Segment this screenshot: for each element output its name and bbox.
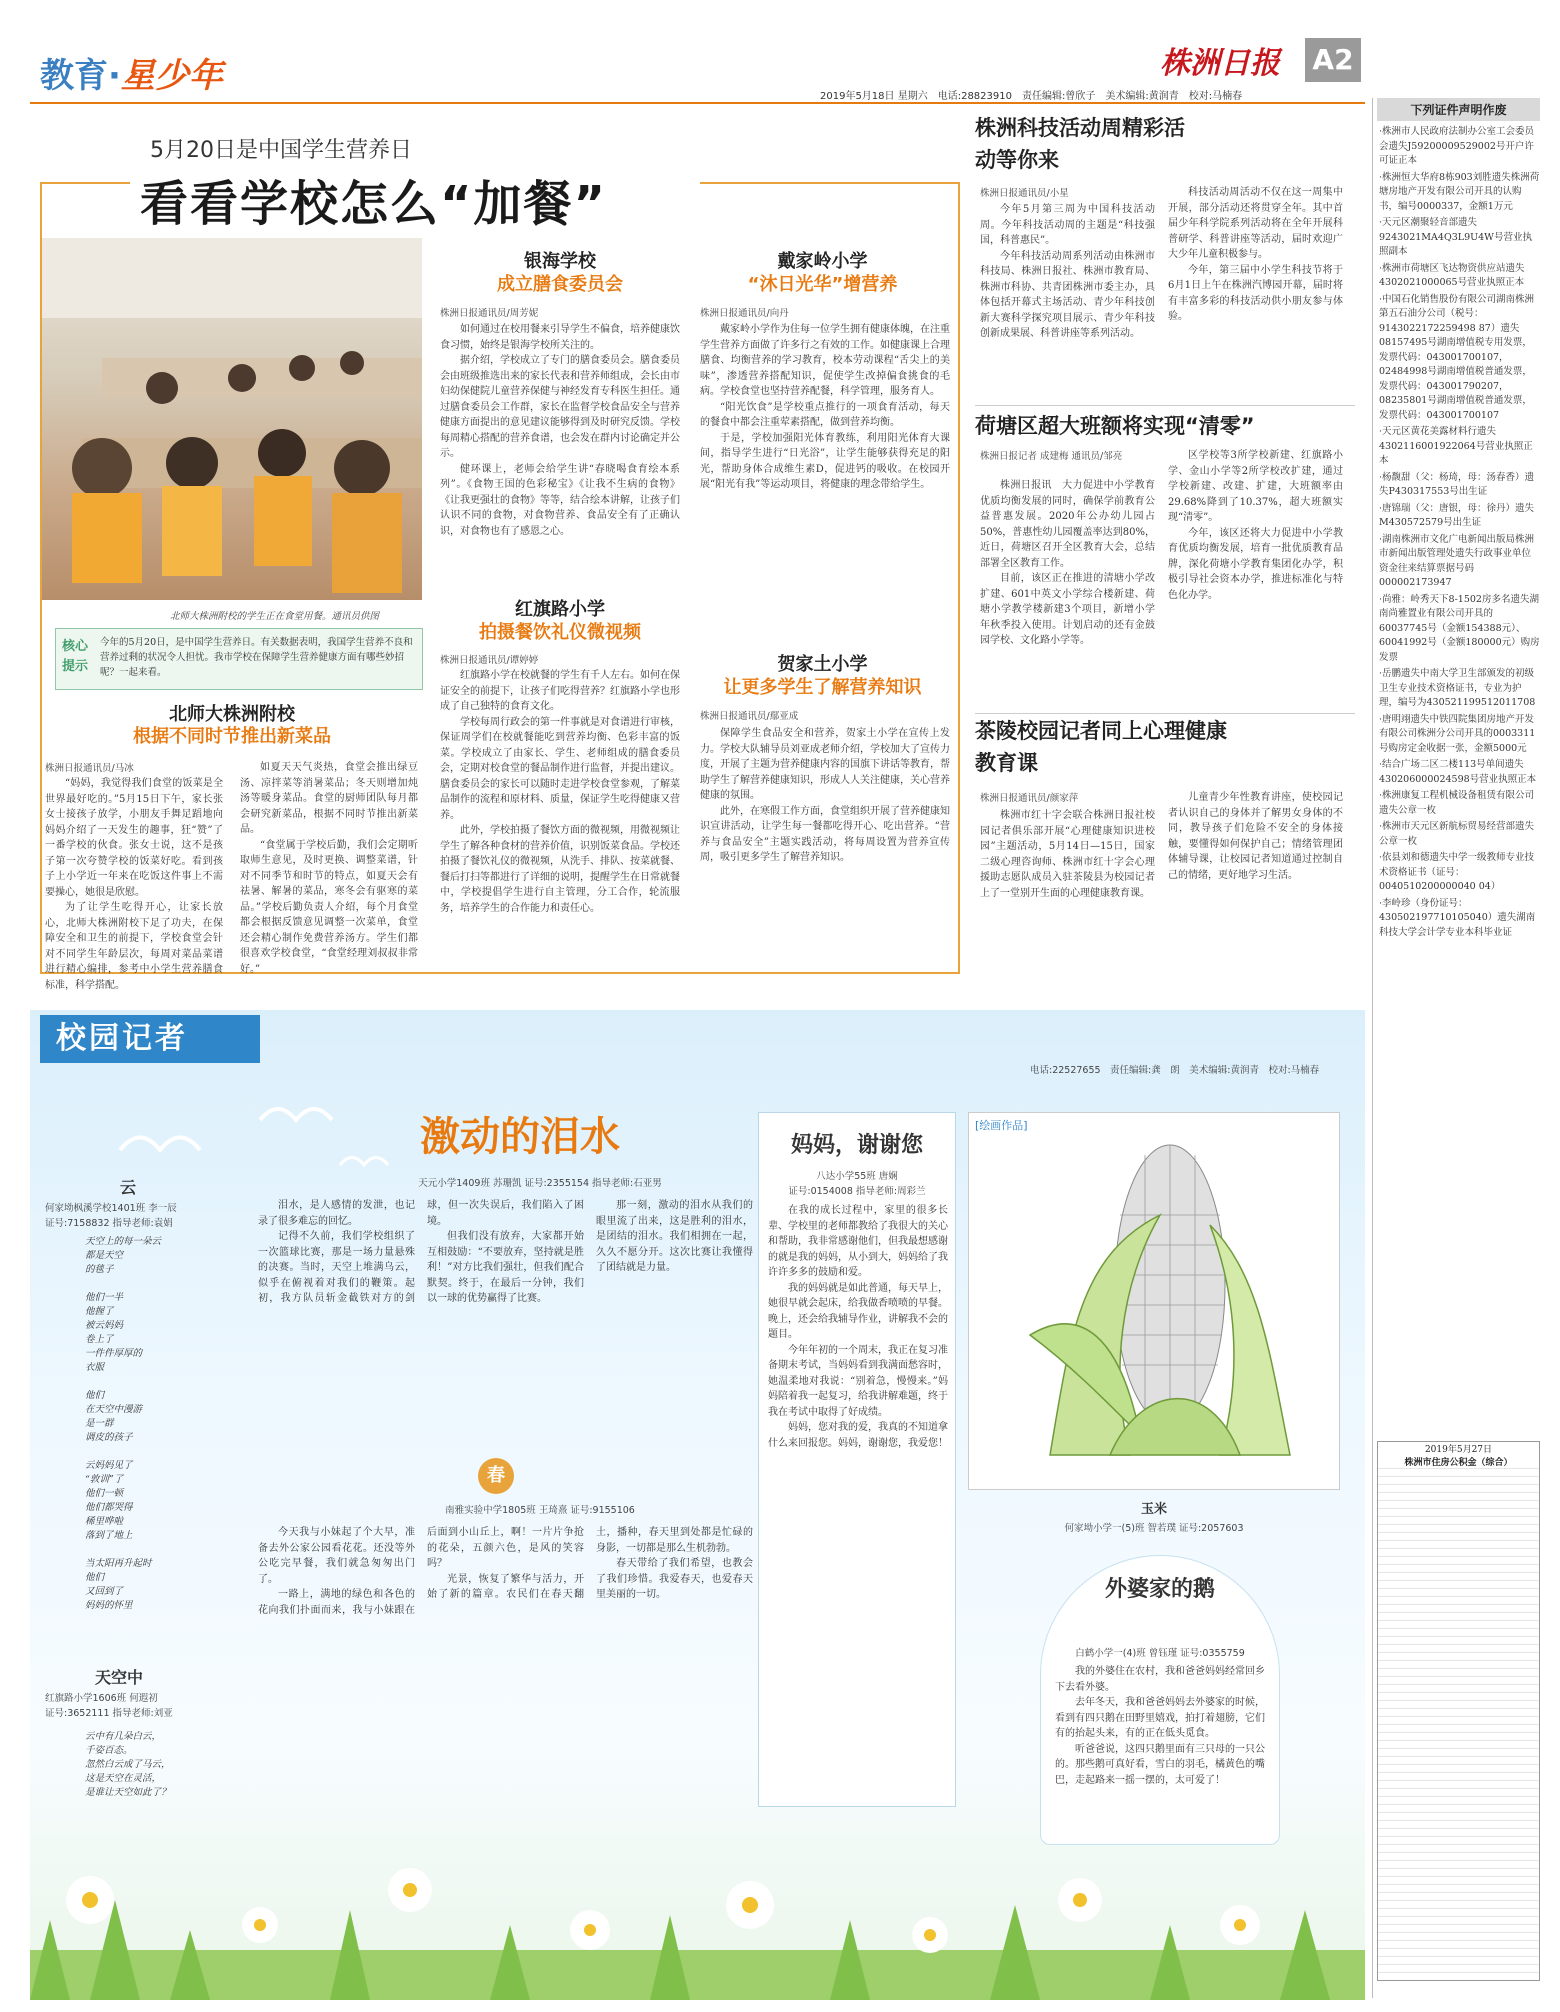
- painting-title: 玉米: [1140, 1502, 1167, 1517]
- essay-body-goose: [1055, 1664, 1265, 1839]
- poem-line: 在天空中漫游: [85, 1404, 143, 1415]
- notice-board: [1377, 1441, 1540, 1981]
- divider: [975, 405, 1355, 406]
- notice-item: ·湖南株洲市文化广电新闻出版局株洲市新闻出版管理处遗失行政事业单位资金往来结算票据号码000002173947: [1379, 533, 1535, 588]
- article-body-bsd-2: [240, 760, 418, 975]
- poem-line: 衣服: [85, 1362, 105, 1373]
- article-byline-hejiatu: 株洲日报通讯员/鄢亚成: [700, 711, 799, 722]
- paragraph: “阳光饮食”是学校重点推行的一项食育活动，每天的餐食中都会注重荤素搭配，做到营养均衡。: [700, 401, 950, 428]
- paragraph: 此外，学校拍摄了餐饮方面的微视频，用微视频让学生了解各种食材的营养价值，识别饭菜食品。学校还拍摄了餐饮礼仪的微视频，从洗手、排队、按菜就餐、餐后打扫等都进行了详细的说明，提醒学生在日常就餐中，学校提倡学生进行自主管理，分工合作，轮流服务，培养学生的合作能力和责任心。: [440, 825, 680, 914]
- core-note-text: 今年的5月20日，是中国学生营养日。有关数据表明，我国学生营养不良和营养过剩的状况令人担忧。我市学校在保障学生营养健康方面有哪些妙招呢？一起来看。: [100, 637, 413, 678]
- essay-title-tears: 激动的泪水: [420, 1114, 620, 1160]
- notice-item: ·株洲市天元区新航标贸易经营部遗失公章一枚: [1379, 821, 1535, 847]
- paragraph: “食堂属于学校后勤，我们会定期听取师生意见，及时更换、调整菜谱，针对不同季节和时节的特点，如夏天会有祛暑、解暑的菜品，寒冬会有驱寒的菜品。”学校后勤负责人介绍，每个月食堂都会根据反馈意见调整一次菜单，食堂还会精心制作免费营养汤方。学生们都很喜欢学校食堂，“食堂经理刘叔叔非常好。”: [240, 839, 418, 975]
- news-body-hetang-2: [1168, 448, 1343, 710]
- essay-title-mom: 妈妈，谢谢您: [790, 1133, 923, 1158]
- article-body-hejiatu: [700, 726, 950, 966]
- poem-line: 是一群: [85, 1418, 114, 1429]
- article-subtitle-hejiatu: 让更多学生了解营养知识: [723, 677, 922, 698]
- feature-title: 看看学校怎么“加餐”: [140, 176, 608, 232]
- paragraph: 听爸爸说，这四只鹅里面有三只母的一只公的。那些鹅可真好看，雪白的羽毛，橘黄色的嘴巴，走起路来一摇一摆的，太可爱了！: [1055, 1743, 1265, 1786]
- news-body-chaling: [980, 808, 1155, 968]
- paragraph: 光景，恢复了繁华与活力，开始了新的篇章。农民们在春天翻土，播种，春天里到处都是忙碌的身影，一切都是那么生机勃勃。: [427, 1527, 753, 1600]
- masthead: [0, 0, 1560, 110]
- essay-body-spring: [258, 1525, 753, 1805]
- poem-cert-yun: 证号:7158832 指导老师:袁娟: [45, 1218, 173, 1229]
- paragraph: 如何通过在校用餐来引导学生不偏食，培养健康饮食习惯，始终是银海学校所关注的。: [440, 324, 680, 351]
- article-subtitle-daijialing: “沐日光华”增营养: [747, 274, 898, 295]
- news-body-chaling-2: [1168, 790, 1343, 968]
- essay-author-mom: 八达小学55班 唐娴: [816, 1171, 898, 1182]
- poem-line: [85, 1543, 255, 1557]
- poem-line: [85, 1277, 255, 1291]
- notice-item: ·岳鹏遗失中南大学卫生部颁发的初级卫生专业技术资格证书，专业为护理，编号为430521199512011708: [1379, 668, 1536, 708]
- paragraph: 妈妈，您对我的爱，我真的不知道拿什么来回报您。妈妈，谢谢您，我爱您！: [768, 1422, 948, 1449]
- painting-author: 何家坳小学一(5)班 智若璞 证号:2057603: [1064, 1523, 1244, 1534]
- poem-line: 的毯子: [85, 1264, 114, 1275]
- poem-line: 都是天空: [85, 1250, 124, 1261]
- photo-caption: 北师大株洲附校的学生正在食堂用餐。通讯员供图: [170, 611, 380, 622]
- notice-list: [1379, 125, 1540, 1435]
- feature-kicker: 5月20日是中国学生营养日: [150, 138, 412, 163]
- poem-line: 是谁让天空如此了？: [85, 1787, 171, 1798]
- section-title: [40, 48, 223, 97]
- header-rule: [30, 102, 1365, 104]
- paragraph: 今年5月第三周为中国科技活动周。今年科技活动周的主题是“科技强国，科普惠民”。: [980, 204, 1155, 246]
- notice-item: ·唐明翊遗失中铁四院集团房地产开发有限公司株洲分公司开具的0003311号购房定金收据一张，金额5000元: [1379, 713, 1536, 754]
- notice-item: ·依县刘和德遗失中学一级教师专业技术资格证书（证号：0040510200000040 04）: [1379, 852, 1535, 892]
- news-title-chaling: 茶陵校园记者同上心理健康教育课: [975, 719, 1227, 775]
- paragraph: 保障学生食品安全和营养，贺家土小学在宣传上发力。学校大队辅导员刘亚成老师介绍，学校加大了宣传力度，开展了主题为营养健康内容的国旗下讲话等教育，帮助学生了解营养健康知识，形成人人关注健康，关心营养健康的氛围。: [700, 728, 950, 801]
- news-title-hetang: 荷塘区超大班额将实现“清零”: [975, 414, 1255, 438]
- paragraph: 儿童青少年性教育讲座，使校园记者认识自己的身体并了解男女身体的不同，教导孩子们危险不安全的身体接触，要懂得如何保护自己；情绪管理团体辅导课，让校园记者知道通过控制自己的情绪，更好地学习生活。: [1168, 792, 1343, 881]
- poem-line: 又回到了: [85, 1586, 124, 1597]
- poem-line: 忽然白云成了马云，: [85, 1759, 171, 1770]
- poem-line: 天空上的每一朵云: [85, 1236, 162, 1247]
- news-title-keji: 株洲科技活动周精彩活动等你来: [975, 116, 1185, 172]
- poem-lines-yun: [85, 1235, 255, 1613]
- paragraph: 一路上，满地的绿色和各色的花向我们扑面而来，我与小妹跟在后面到小山丘上，啊！一片片争抢的花朵，五颜六色，是风的笑容吗？: [258, 1527, 584, 1616]
- paragraph: 今年，该区还将大力促进中小学教育优质均衡发展，培育一批优质教育品牌，深化荷塘小学教育集团化办学，积极引导社会资本办学，推进标准化与特色化办学。: [1168, 527, 1343, 601]
- corn-drawing: [1010, 1135, 1310, 1465]
- notice-column: [1372, 98, 1540, 1998]
- notice-item: ·尚雅：岭秀天下8-1502房多名遗失湖南尚雅置业有限公司开具的60037745号（金额154388元）、60041992号（金额180000元）购房发票: [1379, 593, 1540, 663]
- essay-author-goose: 白鹤小学一(4)班 曾钰瑾 证号:0355759: [1075, 1648, 1245, 1659]
- poem-line: [85, 1375, 255, 1389]
- poem-title-yun: 云: [120, 1178, 137, 1197]
- article-school-hejiatu: 贺家土小学: [777, 654, 868, 675]
- article-school-yinhai: 银海学校: [524, 251, 596, 272]
- news-body-keji: [980, 202, 1155, 402]
- paragraph: 学校每周行政会的第一件事就是对食谱进行审核，保证周学们在校就餐能吃到营养均衡、色彩丰富的饭菜。学校成立了由家长、学生、老师组成的膳食委员会，定期对校食堂的餐品制作进行监督，并提出建议。膳食委员会的家长可以随时走进学校食堂参观，了解菜品制作的流程和原材料、质量，保证学生吃得健康又营养。: [440, 716, 680, 821]
- poem-line: 他们: [85, 1390, 105, 1401]
- paragraph: 据介绍，学校成立了专门的膳食委员会。膳食委员会由班级推选出来的家长代表和营养师组成，会长由市妇幼保健院儿童营养保健与神经发育专科医生担任。通过膳食委员会工作群，家长在监督学校食品安全与营养健康方面提出的意见建议能够得到及时研究反馈。学校每周精心搭配的营养食谱，也会发在群内讨论确定并公示。: [440, 355, 680, 459]
- paragraph: 科技活动周活动不仅在这一周集中开展，部分活动还将贯穿全年。其中首届少年科学院系列活动将在全年开展科普研学、科普讲座等活动，届时欢迎广大少年儿童积极参与。: [1168, 187, 1343, 260]
- paragraph: 健环课上，老师会给学生讲“春晓喝食育绘本系列”。《食物王国的色彩秘宝》《让我不生病的食物》《让我更强壮的食物》等等，结合绘本讲解，让孩子们认识不同的食物，对食物营养、食品安全有了正确认识，对食物也有了感恩之心。: [440, 463, 680, 537]
- notice-board-date: 2019年5月27日: [1378, 1442, 1539, 1455]
- poem-line: 一件件厚厚的: [85, 1348, 143, 1359]
- poem-author-yun: 何家坳枫溪学校1401班 李一辰: [45, 1203, 177, 1214]
- news-byline-keji: 株洲日报通讯员/小星: [980, 188, 1069, 199]
- article-school-daijialing: 戴家岭小学: [777, 251, 868, 272]
- notice-item: ·结合广场二区二楼113号单间遗失430206000024598号营业执照正本: [1379, 759, 1537, 785]
- article-body-hongqi: [440, 668, 680, 966]
- paragraph: 为了让学生吃得开心，让家长放心，北师大株洲附校下足了功夫，在保障安全和卫生的前提下，学校食堂会针对不同学生年龄层次，每周对菜品菜谱进行精心编排，参考中小学生营养膳食标准，科学搭配。: [45, 902, 223, 991]
- paragraph: 今年，第三届中小学生科技节将于6月1日上午在株洲汽博园开幕，届时将有丰富多彩的科技活动供小朋友参与体验。: [1168, 264, 1343, 322]
- poem-line: 他们一半: [85, 1292, 124, 1303]
- essay-title-goose: 外婆家的鹅: [1104, 1577, 1215, 1602]
- paragraph: 今年年初的一个周末，我正在复习准备期末考试，当妈妈看到我满面愁容时，她温柔地对我说：“别着急，慢慢来。”妈妈陪着我一起复习，给我讲解难题，终于我在考试中取得了好成绩。: [768, 1344, 948, 1418]
- paragraph: 今年科技活动周系列活动由株洲市科技局、株洲日报社、株洲市教育局、株洲市科协、共青团株洲市委主办，具体包括开幕式主场活动、青少年科技创新大赛科学探究项目展示、青少年科技创新成果展、科普讲座等系列活动。: [980, 250, 1155, 339]
- article-byline-bsd: 株洲日报通讯员/马冰: [45, 763, 134, 774]
- poem-line: 落到了地上: [85, 1530, 133, 1541]
- section-title-a: 教育·: [40, 56, 121, 96]
- article-body-yinhai: [440, 322, 680, 590]
- article-subtitle-yinhai: 成立膳食委员会: [497, 274, 623, 295]
- article-school-bsd: 北师大株洲附校: [169, 704, 295, 725]
- news-byline-chaling: 株洲日报通讯员/颜家萍: [980, 793, 1079, 804]
- article-subtitle-bsd: 根据不同时节推出新菜品: [133, 726, 331, 747]
- essay-author-tears: 天元小学1409班 苏珊凯 证号:2355154 指导老师:石亚男: [418, 1178, 662, 1189]
- feature-frame-top: [40, 182, 130, 184]
- paragraph: 在我的成长过程中，家里的很多长辈、学校里的老师都教给了我很大的关心和帮助，我非常感谢他们，但我最想感谢的就是我的妈妈，从小到大，妈妈给了我许许多多的鼓励和爱。: [768, 1205, 948, 1278]
- paragraph: 泪水，是人感情的发泄，也记录了很多难忘的回忆。: [258, 1200, 415, 1227]
- essay-body-tears: [258, 1198, 753, 1456]
- painting-tag: [绘画作品]: [975, 1119, 1028, 1132]
- header-info-line: 2019年5月18日 星期六 电话:28823910 责任编辑:曾欣子 美术编辑:黄润青 校对:马楠春: [820, 91, 1243, 102]
- paragraph: 株洲市红十字会联合株洲日报社校园记者俱乐部开展“心理健康知识进校园”主题活动，5月14日—15日，国家二级心理咨询师、株洲市红十字会心理援助志愿队成员入驻茶陵县为校园记者上了一堂别开生面的心理健康教育课。: [980, 810, 1155, 899]
- poem-line: 妈妈的怀里: [85, 1600, 133, 1611]
- divider: [975, 713, 1355, 714]
- paragraph: 戴家岭小学作为住每一位学生拥有健康体魄，在注重学生营养方面做了许多行之有效的工作。如健康课上合理膳食、均衡营养的学习教育，校本劳动课程“舌尖上的美味”，渗透营养搭配知识，促使学生改掉偏食挑食的毛病。学校食堂也坚持营养配餐，科学管理，服务育人。: [700, 324, 950, 397]
- article-subtitle-hongqi: 拍摄餐饮礼仪微视频: [479, 622, 641, 643]
- poem-line: [85, 1445, 255, 1459]
- poem-line: 云妈妈见了: [85, 1460, 133, 1471]
- paragraph: 那一刻，激动的泪水从我们的眼里流了出来，这是胜利的泪水，是团结的泪水。我们相拥在一起，久久不愿分开。这次比赛让我懂得了团结就是力量。: [596, 1200, 753, 1273]
- paragraph: 此外，在寒假工作方面，食堂组织开展了营养健康知识宣讲活动，让学生每一餐都吃得开心、吃出营养。“营养与食品安全”主题实践活动，将每周设置为营养宣传周，吸引更多学生了解营养知识。: [700, 805, 950, 863]
- article-school-hongqi: 红旗路小学: [515, 599, 605, 620]
- poem-line: 卷上了: [85, 1334, 114, 1345]
- article-byline-hongqi: 株洲日报通讯员/谭婷婷: [440, 655, 539, 666]
- poem-line: 他们一顿: [85, 1488, 124, 1499]
- notice-title: 下列证件声明作废: [1377, 98, 1540, 121]
- notice-item: ·天元区黄花美露材料行遗失4302116001922064号营业执照正本: [1379, 426, 1533, 466]
- paragraph: 于是，学校加强阳光体育教练，利用阳光体育大课间，指导学生进行“日光浴”，让学生能够获得充足的阳光，帮助身体合成维生素D，促进钙的吸收。在校园开展“阳光有我”等运动项目，将健康的理念带给学生。: [700, 432, 950, 490]
- paragraph: 区学校等3所学校新建、红旗路小学、金山小学等2所学校改扩建，通过学校新建、改建、扩建，大班额率由29.68%降到了10.37%，超大班额实现“清零”。: [1168, 450, 1343, 523]
- poem-line: 他握了: [85, 1306, 114, 1317]
- poem-lines-tiankong: [85, 1730, 255, 1800]
- poem-line: 千姿百态。: [85, 1745, 133, 1756]
- notice-item: ·杨馥甜（父：杨琦，母：汤春香）遗失P430317553号出生证: [1379, 471, 1535, 497]
- notice-item: ·唐锦瑞（父：唐银，母：徐丹）遗失M430572579号出生证: [1379, 502, 1535, 528]
- paragraph: 今天我与小妹起了个大早，准备去外公家公园看花花。还没等外公吃完早餐，我们就急匆匆出门了。: [258, 1527, 415, 1585]
- poem-line: 当太阳再升起时: [85, 1558, 152, 1569]
- paragraph: 我的妈妈就是如此普通，每天早上，她很早就会起床，给我做香喷喷的早餐。晚上，还会给我辅导作业，讲解我不会的题目。: [768, 1282, 948, 1340]
- campus-info-line: 电话:22527655 责任编辑:龚 朗 美术编辑:黄润青 校对:马楠春: [1030, 1065, 1320, 1076]
- feature-frame-right: [958, 182, 960, 972]
- article-byline-yinhai: 株洲日报通讯员/周芳妮: [440, 308, 539, 319]
- poem-line: 他们: [85, 1572, 105, 1583]
- paragraph: 记得不久前，我们学校组织了一次篮球比赛，那是一场力量悬殊的决赛。当时，天空上堆满乌云，似乎在俯视着对我们的鞭策。起初，我方队员斩金截铁对方的剑球，但一次失误后，我们陷入了困境。: [258, 1200, 584, 1304]
- daisy-decoration: [30, 1830, 1365, 2000]
- paragraph: 去年冬天，我和爸爸妈妈去外婆家的时候，看到有四只鹅在田野里嬉戏，拍打着翅膀，它们有的抬起头来，有的正在低头觅食。: [1055, 1697, 1265, 1739]
- poem-line: 调皮的孩子: [85, 1432, 133, 1443]
- article-byline-daijialing: 株洲日报通讯员/向丹: [700, 308, 789, 319]
- poem-author-tiankong: 红旗路小学1606班 何遐初: [45, 1693, 158, 1704]
- news-body-hetang: [980, 478, 1155, 710]
- newspaper-logo: 株洲日报: [1160, 46, 1280, 81]
- section-title-b: 星少年: [120, 56, 223, 96]
- poem-cert-tiankong: 证号:3652111 指导老师:刘亚: [45, 1708, 173, 1719]
- core-note-label: 核心提示: [62, 639, 89, 674]
- news-body-keji-2: [1168, 185, 1343, 402]
- poem-line: 他们都哭得: [85, 1502, 133, 1513]
- paragraph: “妈妈，我觉得我们食堂的饭菜是全世界最好吃的。”5月15日下午，家长张女士接孩子放学，小朋友手舞足蹈地向妈妈介绍了一天发生的趣事，狂“赞”了一番学校的伙食。张女士说，这不是孩子第一次夸赞学校的饭菜好吃。看到孩子上小学近一年来在吃饭这件事上不需要操心，她很是欣慰。: [45, 778, 223, 898]
- paragraph: 红旗路小学在校就餐的学生有千人左右。如何在保证安全的前提下，让孩子们吃得营养？红旗路小学也形成了自己独特的食育文化。: [440, 670, 680, 712]
- birds-decoration: [100, 1080, 400, 1190]
- campus-label: 校园记者: [40, 1015, 260, 1063]
- poem-line: 云中有几朵白云，: [85, 1731, 162, 1742]
- paragraph: 我的外婆住在农村，我和爸爸妈妈经常回乡下去看外婆。: [1055, 1666, 1265, 1693]
- poem-line: “敦训”了: [85, 1474, 124, 1485]
- paragraph: 目前，该区正在推进的清塘小学改扩建、601中英文小学综合楼新建、荷塘小学教学楼新建3个项目，新增小学年秋季投入使用。计划启动的还有金鼓园学校、文化路小学等。: [980, 573, 1155, 646]
- notice-item: ·李岭珍（身份证号：430502197710105040）遗失湖南科技大学会计学专业本科毕业证: [1379, 897, 1536, 938]
- notice-item: ·天元区潮聚轻音部遗失9243021MA4Q3L9U4W号营业执照副本: [1379, 217, 1532, 257]
- notice-board-title: 株洲市住房公积金（综合）: [1378, 1455, 1539, 1468]
- cafeteria-photo: [42, 238, 422, 600]
- paragraph: 株洲日报讯 大力促进中小学教育优质均衡发展的同时，确保学前教育公益普惠发展。2020年公办幼儿园占50%，普惠性幼儿园覆盖率达到80%，近日，荷塘区召开全区教育大会，总结部署全区教育工作。: [980, 480, 1155, 569]
- paragraph: 如夏天天气炎热，食堂会推出绿豆汤、凉拌菜等消暑菜品；冬天则增加炖汤等暖身菜品。食堂的厨师团队每月都会研究新菜品，根据不同时节推出新菜品。: [240, 762, 418, 835]
- poem-title-tiankong: 天空中: [95, 1668, 144, 1687]
- notice-item: ·株洲恒大华府8栋903刘胜遗失株洲荷塘房地产开发有限公司开具的认购书，编号0000337，金额1万元: [1379, 171, 1540, 212]
- paragraph: 但我们没有放弃，大家都开始互相鼓励：“不要放弃，坚持就是胜利！”对方比我们强壮，但我们配合默契。终于，在最后一分钟，我们以一球的优势赢得了比赛。: [427, 1231, 584, 1304]
- notice-item: ·中国石化销售股份有限公司湖南株洲第五石油分公司（税号：9143022172259498 87）遗失08157495号湖南增值税专用发票，发票代码：043001700107，02484998号湖南增值税普通发票，发票代码：043001790207，08235801号湖南增值税普通发票，发票代码：043001700107: [1379, 293, 1535, 421]
- poem-line: 被云妈妈: [85, 1320, 124, 1331]
- article-body-bsd: [45, 776, 223, 991]
- article-body-daijialing: [700, 322, 950, 640]
- notice-item: ·株洲康复工程机械设备租赁有限公司遗失公章一枚: [1379, 790, 1535, 816]
- feature-frame-top-right: [700, 182, 958, 184]
- essay-cert-mom: 证号:0154008 指导老师:周彩兰: [788, 1186, 926, 1197]
- core-note-box: [55, 628, 423, 690]
- notice-item: ·株洲市人民政府法制办公室工会委员会遗失J59200009529002号开户许可证正本: [1379, 126, 1535, 166]
- essay-body-mom: [768, 1203, 948, 1801]
- poem-line: 这是天空在灵活，: [85, 1773, 162, 1784]
- essay-author-spring: 南雅实验中学1805班 王琦熹 证号:9155106: [445, 1505, 635, 1516]
- notice-item: ·株洲市荷塘区飞达物资供应站遗失4302021000065号营业执照正本: [1379, 262, 1525, 288]
- poem-line: 稀里哗啦: [85, 1516, 124, 1527]
- essay-title-spring: 春: [478, 1458, 514, 1494]
- page-number: A2: [1305, 38, 1361, 82]
- paragraph: 春天带给了我们希望，也教会了我们珍惜。我爱春天，也爱春天里美丽的一切。: [596, 1558, 753, 1600]
- news-byline-hetang: 株洲日报记者 成建梅 通讯员/邹亮: [980, 451, 1123, 462]
